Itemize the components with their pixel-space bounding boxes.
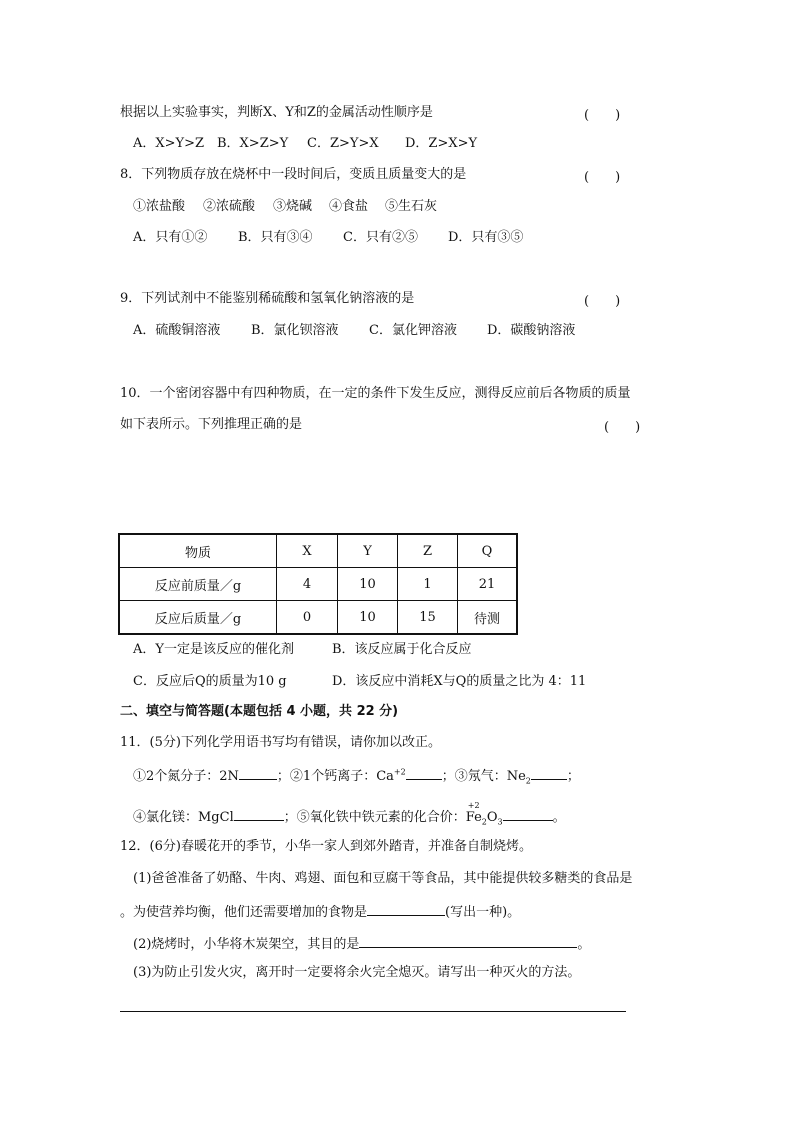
q8-option-c: C．只有②⑤ xyxy=(343,230,418,245)
table-header-cell: X xyxy=(277,534,338,568)
q12-sub2-text-b: 。 xyxy=(577,937,591,952)
q11-end: 。 xyxy=(552,810,566,825)
q11-blank-4[interactable] xyxy=(234,806,284,821)
table-cell: 待测 xyxy=(458,601,518,635)
q9-option-d: D．碳酸钠溶液 xyxy=(487,323,576,338)
q7-option-b: B．X>Z>Y xyxy=(217,136,289,151)
q8-item-4: ④食盐 xyxy=(329,199,369,214)
q11-part-4: ④氯化镁：MgCl xyxy=(133,810,234,825)
q11-part-5: ；⑤氧化铁中铁元素的化合价： xyxy=(283,810,466,825)
q12-sub1-line1: (1)爸爸准备了奶酪、牛肉、鸡翅、面包和豆腐干等食品，其中能提供较多糖类的食品是 xyxy=(133,871,633,886)
q10-options-row2 xyxy=(133,673,586,691)
q10-option-a: A．Y一定是该反应的催化剂 xyxy=(133,642,294,657)
q12-sub2-text-a: (2)烧烤时，小华将木炭架空，其目的是 xyxy=(133,937,360,952)
q9-answer-paren: ( ) xyxy=(584,294,621,309)
q8-stem: 8．下列物质存放在烧杯中一段时间后，变质且质量变大的是 xyxy=(120,167,467,182)
table-cell: 1 xyxy=(398,568,458,601)
q11-part-3: ；③氖气：Ne xyxy=(441,769,526,784)
table-header-cell: 物质 xyxy=(119,534,277,568)
q11-valence-mark: +2 xyxy=(467,801,480,810)
q8-item-2: ②浓硫酸 xyxy=(203,199,256,214)
table-cell: 15 xyxy=(398,601,458,635)
q10-answer-paren: ( ) xyxy=(604,420,641,435)
q7-option-d: D．Z>X>Y xyxy=(405,136,478,151)
table-row xyxy=(119,601,517,635)
q8-option-b: B．只有③④ xyxy=(238,230,313,245)
q12-blank-2[interactable] xyxy=(359,933,577,948)
q8-options xyxy=(133,229,523,247)
q8-answer-paren: ( ) xyxy=(584,170,621,185)
q12-sub1-text-b: (写出一种)。 xyxy=(445,905,521,920)
table-cell: 10 xyxy=(338,568,398,601)
table-header-cell: Q xyxy=(458,534,518,568)
q11-blank-3[interactable] xyxy=(531,765,567,780)
q9-option-b: B．氯化钡溶液 xyxy=(251,323,339,338)
q9-option-c: C．氯化钾溶液 xyxy=(369,323,457,338)
table-cell: 10 xyxy=(338,601,398,635)
q10-options-row1 xyxy=(133,641,472,659)
q8-item-1: ①浓盐酸 xyxy=(133,199,186,214)
table-header-cell: Y xyxy=(338,534,398,568)
q11-blank-5[interactable] xyxy=(503,806,553,821)
q8-option-d: D．只有③⑤ xyxy=(448,230,524,245)
q11-sep: ； xyxy=(566,769,580,784)
q11-blank-1[interactable] xyxy=(239,765,277,780)
q11-part-2: ；②1个钙离子：Ca xyxy=(276,769,394,784)
q11-fe-formula xyxy=(465,801,503,827)
q11-fe-sub: 2 xyxy=(481,817,487,827)
q11-o-sub: 3 xyxy=(497,817,503,827)
q11-part-3-sub: 2 xyxy=(525,776,531,786)
q12-sub1-text-a: 。为使营养均衡，他们还需要增加的食物是 xyxy=(120,905,368,920)
q12-stem: 12．(6分)春暖花开的季节，小华一家人到郊外踏青，并准备自制烧烤。 xyxy=(120,839,532,854)
q7-stem: 根据以上实验事实，判断X、Y和Z的金属活动性顺序是 xyxy=(120,105,433,120)
q7-options xyxy=(133,135,477,153)
q12-sub2 xyxy=(133,933,590,954)
q11-line1 xyxy=(133,765,580,786)
q11-blank-2[interactable] xyxy=(406,765,442,780)
q10-option-b: B．该反应属于化合反应 xyxy=(332,642,472,657)
q10-data-table xyxy=(118,533,518,635)
q10-option-d: D．该反应中消耗X与Q的质量之比为 4：11 xyxy=(332,674,587,689)
q7-option-a: A．X>Y>Z xyxy=(133,136,205,151)
q12-sub1-line2 xyxy=(120,901,520,922)
q11-line2 xyxy=(133,801,566,827)
section-title: 二、填空与简答题(本题包括 4 小题，共 22 分) xyxy=(120,704,399,719)
table-header-cell: Z xyxy=(398,534,458,568)
q11-part-2-sup: +2 xyxy=(393,767,406,777)
q8-item-5: ⑤生石灰 xyxy=(385,199,438,214)
q9-option-a: A．硫酸铜溶液 xyxy=(133,323,221,338)
q8-option-a: A．只有①② xyxy=(133,230,208,245)
q8-item-3: ③烧碱 xyxy=(273,199,313,214)
q11-o: O xyxy=(486,810,498,825)
table-cell: 4 xyxy=(277,568,338,601)
table-header-row xyxy=(119,534,517,568)
q10-stem-line2: 如下表所示。下列推理正确的是 xyxy=(120,417,303,432)
q9-stem: 9．下列试剂中不能鉴别稀硫酸和氢氧化钠溶液的是 xyxy=(120,291,415,306)
q12-answer-line[interactable] xyxy=(120,1011,626,1012)
q9-options xyxy=(133,322,575,340)
table-cell: 21 xyxy=(458,568,518,601)
table-cell: 反应后质量／g xyxy=(119,601,277,635)
table-cell: 反应前质量／g xyxy=(119,568,277,601)
q7-answer-paren: ( ) xyxy=(584,108,621,123)
q8-items xyxy=(133,198,437,216)
table-cell: 0 xyxy=(277,601,338,635)
q11-part-1: ①2个氮分子：2N xyxy=(133,769,239,784)
q12-blank-1[interactable] xyxy=(367,901,445,916)
q11-fe: Fe xyxy=(465,810,482,825)
table-row xyxy=(119,568,517,601)
q7-option-c: C．Z>Y>X xyxy=(307,136,379,151)
q10-stem-line1: 10．一个密闭容器中有四种物质，在一定的条件下发生反应，测得反应前后各物质的质量 xyxy=(120,386,631,401)
q11-stem: 11．(5分)下列化学用语书写均有错误，请你加以改正。 xyxy=(120,735,441,750)
q12-sub3: (3)为防止引发火灾，离开时一定要将余火完全熄灭。请写出一种灭火的方法。 xyxy=(133,965,581,980)
q10-option-c: C．反应后Q的质量为10 g xyxy=(133,674,287,689)
